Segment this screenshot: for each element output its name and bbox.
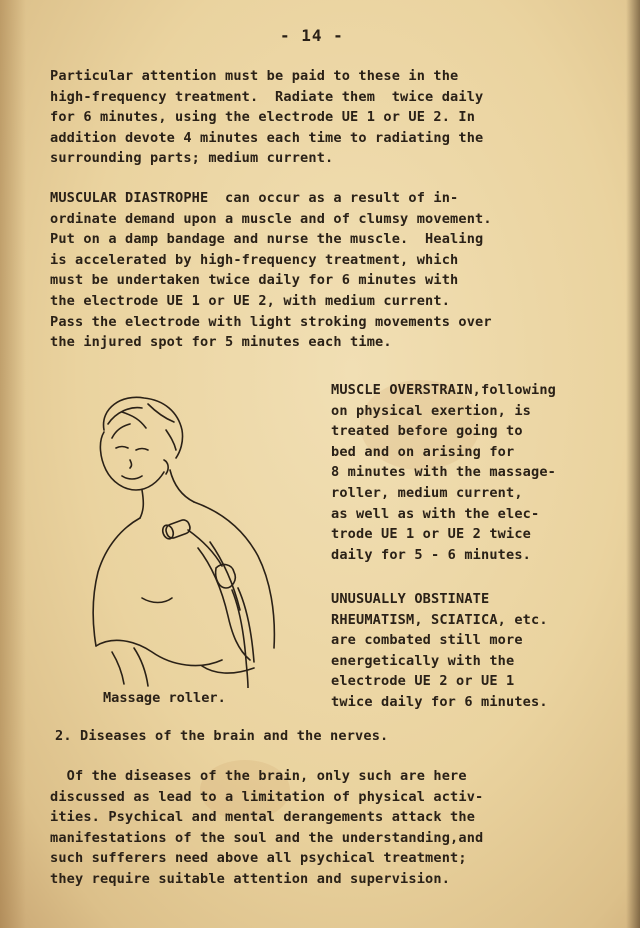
page-shadow-right [626, 0, 640, 928]
paragraph-rheumatism-sciatica: UNUSUALLY OBSTINATE RHEUMATISM, SCIATICA, etc. are combated still more energetically with the electrode UE 2 or UE 1 twice daily for 6 minutes. [331, 591, 548, 710]
paragraph-treatment-note: Particular attention must be paid to these in the high-frequency treatment. Radiate them twice daily for 6 minutes, using the electrode UE 1 or UE 2. In addition devote 4 minutes each time to radiating the surrounding parts; medium current. [50, 68, 484, 167]
figure-caption: Massage roller. [103, 690, 226, 706]
paragraph-brain-diseases: Of the diseases of the brain, only such are here discussed as lead to a limitation of physical activ- ities. Psychical and mental derangements attack the manifestations of the soul and the understanding,and such sufferers need above all psychical treatment; they require suitable attention and supervision. [50, 768, 484, 887]
page-number: - 14 - [280, 26, 344, 45]
massage-roller-illustration [82, 390, 292, 688]
page-shadow-left [0, 0, 26, 928]
section-heading: 2. Diseases of the brain and the nerves. [55, 728, 389, 744]
paragraph-muscle-overstrain: MUSCLE OVERSTRAIN,following on physical exertion, is treated before going to bed and on arising for 8 minutes with the massage- roller, medium current, as well as with the elec- trode UE 1 or UE 2 twice daily for 5 - 6 minutes. [331, 382, 557, 563]
paragraph-muscular-diastrophe: MUSCULAR DIASTROPHE can occur as a result of in- ordinate demand upon a muscle and of clumsy movement. Put on a damp bandage and nurse the muscle. Healing is accelerated by high-frequency treatment, which must be undertaken twice daily for 6 minutes with the electrode UE 1 or UE 2, with medium current. Pass the electrode with light stroking movements over the injured spot for 5 minutes each time. [50, 190, 492, 351]
